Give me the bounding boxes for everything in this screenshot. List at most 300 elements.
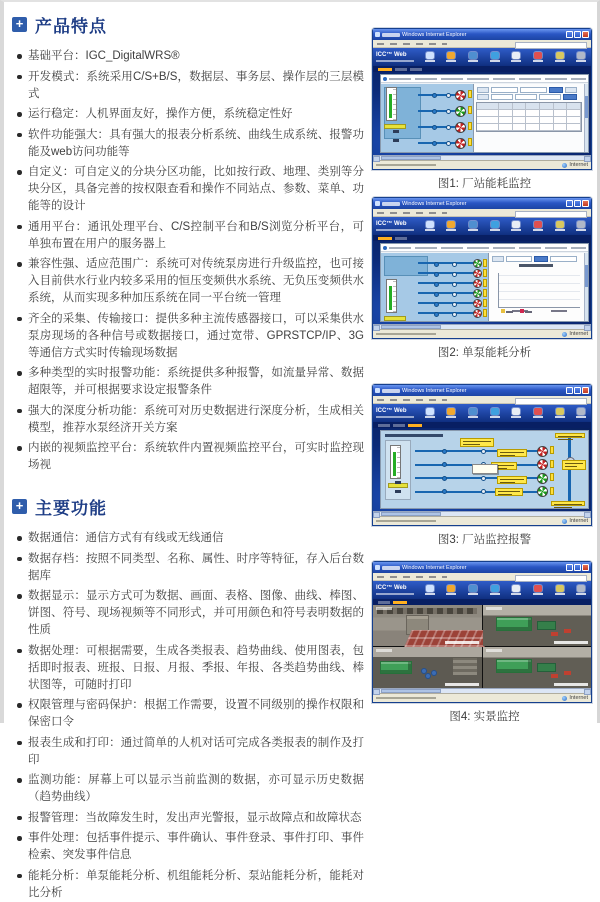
- network-globe-icon[interactable]: [488, 221, 501, 231]
- valve-icon[interactable]: [434, 272, 439, 277]
- schematic-title-bar: [385, 434, 443, 437]
- browser-content: [373, 428, 591, 511]
- table-cell: [540, 117, 554, 124]
- title-app-name: [382, 33, 400, 37]
- alarm-icon[interactable]: [532, 585, 545, 595]
- pump-schematic: [381, 84, 474, 152]
- close-button[interactable]: [582, 387, 589, 394]
- camera-label-bar: [376, 649, 392, 652]
- close-button[interactable]: [582, 200, 589, 207]
- figure1-window: [372, 28, 592, 170]
- window-title: Windows Internet Explorer: [402, 31, 467, 38]
- table-cell: [499, 124, 513, 131]
- figure4-caption: 图4: 实景监控: [449, 711, 520, 723]
- info-bar: [381, 75, 588, 83]
- figures-column: [372, 2, 597, 723]
- monitor-icon[interactable]: [466, 52, 479, 62]
- pump-green-icon[interactable]: [537, 473, 548, 484]
- blue-barrel: [425, 673, 431, 679]
- valve-icon[interactable]: [434, 262, 439, 267]
- bullet-item: 能耗分析：单泵能耗分析、机组能耗分析、泵站能耗分析，能耗对比分析: [15, 868, 364, 902]
- camera-view-pump-room-3[interactable]: [483, 647, 592, 688]
- status-bar: [373, 693, 591, 702]
- pump-red-icon[interactable]: [455, 90, 466, 101]
- pump-green-icon[interactable]: [473, 289, 482, 298]
- pump-row: [421, 486, 554, 498]
- report-page-icon[interactable]: [510, 221, 523, 231]
- energy-globe-icon[interactable]: [445, 585, 458, 595]
- bullet-item: 权限管理与密码保护：根据工作需要，设置不同级别的操作权限和保密口令: [15, 697, 364, 731]
- toolbar: [423, 408, 588, 418]
- energy-chart-pane: [489, 253, 588, 321]
- camera-label-bar: [486, 649, 502, 652]
- network-globe-icon[interactable]: [488, 52, 501, 62]
- table-cell: [540, 124, 554, 131]
- documents-icon[interactable]: [553, 52, 566, 62]
- valve-icon[interactable]: [452, 272, 457, 277]
- alarm-tooltip: [472, 464, 498, 474]
- maximize-button[interactable]: [574, 31, 581, 38]
- valve-icon[interactable]: [442, 449, 447, 454]
- date-filter-row[interactable]: [477, 87, 577, 93]
- tank-text: [395, 477, 401, 493]
- nav-tab[interactable]: [393, 424, 405, 427]
- zone-label: Internet: [569, 695, 588, 701]
- plus-icon: +: [12, 499, 27, 514]
- bullet-item: 自定义：可自定义的分块分区功能，比如按行政、地理、类别等分块分区，具备完善的按权限查看和操作不同站点、参数、菜单、功能等的设计: [15, 164, 364, 215]
- bullet-item: 报警管理：当故障发生时，发出声光警报，显示故障点和故障状态: [15, 810, 364, 827]
- window-titlebar[interactable]: [373, 385, 591, 396]
- nav-tab[interactable]: [395, 68, 407, 71]
- horizontal-scrollbar[interactable]: [373, 511, 591, 516]
- pump-row: [424, 268, 487, 278]
- bullet-item: 强大的深度分析功能：系统可对历史数据进行深度分析，生成相关模型，推荐水泵经济开关方案: [15, 403, 364, 437]
- nav-tab[interactable]: [378, 601, 390, 604]
- pump-red-icon[interactable]: [455, 138, 466, 149]
- pump-red-icon[interactable]: [537, 446, 548, 457]
- figure-2: [372, 197, 597, 358]
- tools-icon[interactable]: [575, 221, 588, 231]
- report-page-icon[interactable]: [510, 585, 523, 595]
- section-header-features: [12, 12, 366, 37]
- timestamp-bar: [554, 641, 588, 644]
- nav-tab[interactable]: [395, 237, 407, 240]
- pump-status-tag: [550, 446, 554, 454]
- pump-row: [421, 472, 554, 484]
- energy-globe-icon[interactable]: [445, 221, 458, 231]
- pump-rows: [424, 258, 487, 318]
- valve-icon[interactable]: [452, 262, 457, 267]
- section-header-functions: [12, 494, 366, 519]
- valve-icon[interactable]: [446, 93, 451, 98]
- title-app-name: [382, 202, 400, 206]
- pump-row: [424, 258, 487, 268]
- status-text-bar: [376, 333, 436, 335]
- pump-row: [424, 298, 487, 308]
- energy-globe-icon[interactable]: [445, 52, 458, 62]
- ie-favicon: [375, 32, 380, 37]
- table-cell: [477, 110, 499, 117]
- maximize-button[interactable]: [574, 564, 581, 571]
- close-button[interactable]: [582, 31, 589, 38]
- table-cell: [513, 124, 527, 131]
- bullet-item: 事件处理：包括事件提示、事件确认、事件登录、事件打印、事件检索、突发事件信息: [15, 830, 364, 864]
- control-panel-icon[interactable]: [423, 221, 436, 231]
- toolbar: [423, 221, 588, 231]
- pump-red-icon[interactable]: [537, 459, 548, 470]
- red-equipment: [564, 671, 571, 675]
- status-bar: [373, 329, 591, 338]
- valve-icon[interactable]: [446, 109, 451, 114]
- scroll-thumb[interactable]: [381, 325, 441, 329]
- horizontal-scrollbar[interactable]: [373, 324, 591, 329]
- function-list: [10, 530, 366, 902]
- valve-icon[interactable]: [452, 292, 457, 297]
- pump-red-icon[interactable]: [455, 122, 466, 133]
- bullet-item: 数据存档：按照不同类型、名称、属性、时序等特征，存入后台数据库: [15, 551, 364, 585]
- browser-content: [373, 241, 591, 324]
- title-app-name: [382, 389, 400, 393]
- menu-bar[interactable]: [373, 40, 591, 48]
- internet-zone-icon: [562, 519, 567, 524]
- zone-label: Internet: [569, 518, 588, 524]
- valve-icon[interactable]: [434, 292, 439, 297]
- valve-icon[interactable]: [452, 312, 457, 317]
- status-text-bar: [376, 697, 436, 699]
- alarm-icon[interactable]: [532, 408, 545, 418]
- table-cell: [526, 117, 540, 124]
- figure-3: [372, 384, 597, 545]
- figure2-window: [372, 197, 592, 339]
- level-fill: [389, 286, 392, 310]
- pump-status-tag: [550, 473, 554, 481]
- table-cell: [499, 103, 513, 110]
- energy-table[interactable]: [476, 102, 582, 132]
- pump-row: [424, 288, 487, 298]
- maximize-button[interactable]: [574, 200, 581, 207]
- bullet-item: 基础平台：IGC_DigitalWRS®: [15, 48, 364, 65]
- ie-favicon: [375, 388, 380, 393]
- tools-icon[interactable]: [575, 408, 588, 418]
- green-pump-unit: [496, 659, 533, 673]
- figure-4: [372, 561, 597, 722]
- pump-row: [424, 278, 487, 288]
- pump-status-tag: [550, 487, 554, 495]
- valve-icon[interactable]: [442, 489, 447, 494]
- status-bar: [373, 516, 591, 525]
- nav-active-tab[interactable]: [408, 424, 422, 427]
- legend-swatch-2: [520, 309, 524, 313]
- valve-icon[interactable]: [434, 282, 439, 287]
- camera-view-pump-room-2[interactable]: [373, 647, 482, 688]
- valve-icon[interactable]: [442, 476, 447, 481]
- green-pump-unit: [537, 663, 557, 673]
- menu-bar[interactable]: [373, 209, 591, 217]
- app-header: [373, 48, 591, 66]
- valve-icon[interactable]: [434, 312, 439, 317]
- scroll-thumb[interactable]: [381, 689, 441, 693]
- table-cell: [554, 110, 568, 117]
- status-bar: [373, 160, 591, 169]
- scroll-thumb[interactable]: [381, 512, 441, 516]
- pump-status-tag: [483, 269, 487, 277]
- browser-content: [373, 605, 591, 688]
- info-text-lines: [389, 247, 586, 249]
- table-cell: [554, 124, 568, 131]
- alarm-tag[interactable]: [495, 488, 523, 496]
- pump-status-tag: [483, 279, 487, 287]
- option-filter-row[interactable]: [477, 94, 577, 100]
- table-cell: [513, 117, 527, 124]
- pump-red-icon[interactable]: [473, 309, 482, 318]
- ie-favicon: [375, 201, 380, 206]
- horizontal-scrollbar[interactable]: [373, 155, 591, 160]
- section-title: 产品特点: [35, 17, 107, 36]
- pump-status-tag: [550, 460, 554, 468]
- bullet-item: 报表生成和打印：通过简单的人机对话可完成各类报表的制作及打印: [15, 735, 364, 769]
- scada-panel: [380, 74, 589, 153]
- window-title: Windows Internet Explorer: [402, 387, 467, 394]
- monitor-icon[interactable]: [466, 585, 479, 595]
- pump-row: [424, 121, 472, 133]
- report-page-icon[interactable]: [510, 408, 523, 418]
- pump-red-icon[interactable]: [473, 299, 482, 308]
- bullet-item: 数据处理：可根据需要，生成各类报表、趋势曲线、使用图表，包括即时报表、班报、日报、月报、季报、年报、各类趋势曲线、棒状图等，可随时打印: [15, 643, 364, 694]
- x-axis-label: [551, 310, 567, 312]
- nav-tab[interactable]: [410, 68, 422, 71]
- alarm-tag[interactable]: [551, 501, 585, 506]
- control-panel-icon[interactable]: [423, 585, 436, 595]
- plus-icon: +: [12, 17, 27, 32]
- valve-icon[interactable]: [446, 125, 451, 130]
- camera-label-bar: [376, 607, 392, 610]
- status-text-bar: [376, 164, 436, 166]
- level-fill: [393, 452, 396, 476]
- zone-label: Internet: [569, 331, 588, 337]
- alarm-schematic: [380, 430, 589, 509]
- nav-active-tab[interactable]: [393, 601, 407, 604]
- alarm-tag[interactable]: [562, 460, 586, 470]
- minimize-button[interactable]: [566, 564, 573, 571]
- toolbar: [423, 585, 588, 595]
- content-column: [4, 2, 372, 899]
- nav-active-tab[interactable]: [378, 68, 392, 71]
- title-app-name: [382, 566, 400, 570]
- bullet-item: 开发模式：系统采用C/S+B/S，数据层、事务层、操作层的三层模式: [15, 69, 364, 103]
- maximize-button[interactable]: [574, 387, 581, 394]
- minimize-button[interactable]: [566, 387, 573, 394]
- menu-bar[interactable]: [373, 396, 591, 404]
- table-cell: [567, 103, 581, 110]
- pump-row: [424, 137, 472, 149]
- valve-icon[interactable]: [432, 141, 437, 146]
- valve-icon[interactable]: [481, 489, 486, 494]
- table-cell: [526, 110, 540, 117]
- valve-icon[interactable]: [432, 93, 437, 98]
- valve-icon[interactable]: [481, 449, 486, 454]
- table-cell: [499, 110, 513, 117]
- window-buttons: [566, 200, 589, 207]
- zone-label: Internet: [569, 162, 588, 168]
- monitor-icon[interactable]: [466, 408, 479, 418]
- pump-row: [424, 308, 487, 318]
- documents-icon[interactable]: [553, 408, 566, 418]
- network-globe-icon[interactable]: [488, 585, 501, 595]
- pump-status-tag: [483, 309, 487, 317]
- camera-label-bar: [486, 607, 502, 610]
- figure4-window: [372, 561, 592, 703]
- bullet-item: 内嵌的视频监控平台：系统软件内置视频监控平台，可实时监控现场视: [15, 440, 364, 474]
- vertical-scrollbar[interactable]: [584, 84, 588, 152]
- alarm-tag[interactable]: [460, 438, 494, 447]
- control-panel-icon[interactable]: [423, 52, 436, 62]
- green-pump-unit: [380, 661, 413, 674]
- figure1-caption: 图1: 厂站能耗监控: [437, 178, 532, 190]
- level-gauge: [390, 445, 401, 479]
- level-gauge: [386, 87, 397, 121]
- app-header: [373, 581, 591, 599]
- valve-icon[interactable]: [432, 109, 437, 114]
- window-titlebar[interactable]: [373, 198, 591, 209]
- app-logo: ICC™ Web: [376, 408, 420, 418]
- toolbar: [423, 52, 588, 62]
- vertical-scrollbar[interactable]: [584, 253, 588, 321]
- table-cell: [526, 103, 540, 110]
- table-cell: [540, 103, 554, 110]
- pump-status-tag: [483, 289, 487, 297]
- red-equipment: [551, 632, 558, 636]
- pump-green-icon[interactable]: [473, 259, 482, 268]
- alarm-tag[interactable]: [497, 476, 527, 484]
- valve-icon[interactable]: [481, 476, 486, 481]
- browser-content: [373, 72, 591, 155]
- date-filter-row[interactable]: [492, 256, 577, 262]
- documents-icon[interactable]: [553, 221, 566, 231]
- valve-icon[interactable]: [432, 125, 437, 130]
- internet-zone-icon: [562, 696, 567, 701]
- window-buttons: [566, 387, 589, 394]
- table-cell: [567, 110, 581, 117]
- energy-globe-icon[interactable]: [445, 408, 458, 418]
- pump-rows: [424, 89, 472, 149]
- tools-icon[interactable]: [575, 585, 588, 595]
- pump-schematic: [381, 253, 489, 321]
- pump-status-tag: [468, 90, 472, 98]
- info-text-lines: [389, 78, 586, 80]
- horizontal-scrollbar[interactable]: [373, 688, 591, 693]
- alarm-tag[interactable]: [555, 433, 585, 438]
- bullet-item: 多种类型的实时报警功能：系统提供多种报警，如流量异常、数据超限等，并可根据要求设定报警条件: [15, 365, 364, 399]
- close-button[interactable]: [582, 564, 589, 571]
- network-globe-icon[interactable]: [488, 408, 501, 418]
- control-panels: [377, 608, 477, 615]
- window-title: Windows Internet Explorer: [402, 200, 467, 207]
- figure2-caption: 图2: 单泵能耗分析: [437, 347, 532, 359]
- green-pump-unit: [496, 617, 533, 631]
- valve-icon[interactable]: [452, 302, 457, 307]
- valve-icon[interactable]: [446, 141, 451, 146]
- camera-view-pump-room-1[interactable]: [483, 605, 592, 646]
- pump-green-icon[interactable]: [455, 106, 466, 117]
- alarm-icon[interactable]: [532, 52, 545, 62]
- figure-1: [372, 28, 597, 189]
- bullet-item: 数据通信：通信方式有有线或无线通信: [15, 530, 364, 547]
- chart-title-bar: [519, 264, 553, 267]
- table-cell: [554, 103, 568, 110]
- scroll-thumb[interactable]: [381, 156, 441, 160]
- menu-bar[interactable]: [373, 573, 591, 581]
- bullet-item: 运行稳定：人机界面友好，操作方便，系统稳定性好: [15, 106, 364, 123]
- minimize-button[interactable]: [566, 31, 573, 38]
- legend-swatch-1: [501, 309, 505, 313]
- stairs: [453, 658, 477, 674]
- level-gauge: [386, 279, 397, 313]
- energy-data-pane: [474, 84, 588, 152]
- window-titlebar[interactable]: [373, 29, 591, 40]
- timestamp-bar: [445, 641, 479, 644]
- table-cell: [567, 117, 581, 124]
- table-cell: [540, 110, 554, 117]
- patterned-floor: [404, 630, 492, 647]
- alarm-tag[interactable]: [497, 449, 527, 457]
- camera-grid: [373, 605, 591, 688]
- table-cell: [499, 117, 513, 124]
- documents-icon[interactable]: [553, 585, 566, 595]
- nav-tab[interactable]: [378, 424, 390, 427]
- timestamp-bar: [554, 683, 588, 686]
- internet-zone-icon: [562, 332, 567, 337]
- internet-zone-icon: [562, 163, 567, 168]
- bullet-item: 监测功能：屏幕上可以显示当前监测的数据，亦可显示历史数据（趋势曲线）: [15, 772, 364, 806]
- blue-barrel: [431, 670, 437, 676]
- window-title: Windows Internet Explorer: [402, 564, 467, 571]
- pump-red-icon[interactable]: [473, 279, 482, 288]
- valve-icon[interactable]: [434, 302, 439, 307]
- control-panel-icon[interactable]: [423, 408, 436, 418]
- pump-status-tag: [468, 106, 472, 114]
- info-icon: [383, 77, 387, 81]
- alarm-icon[interactable]: [532, 221, 545, 231]
- camera-view-control-room[interactable]: [373, 605, 482, 646]
- pump-green-icon[interactable]: [537, 486, 548, 497]
- valve-icon[interactable]: [452, 282, 457, 287]
- monitor-icon[interactable]: [466, 221, 479, 231]
- pump-status-tag: [483, 299, 487, 307]
- red-equipment: [564, 629, 571, 633]
- level-label: [384, 316, 406, 321]
- tank-text: [393, 126, 399, 142]
- table-cell: [477, 117, 499, 124]
- report-page-icon[interactable]: [510, 52, 523, 62]
- level-fill: [389, 94, 392, 118]
- table-cell: [554, 117, 568, 124]
- valve-icon[interactable]: [442, 462, 447, 467]
- info-bar: [381, 244, 588, 252]
- minimize-button[interactable]: [566, 200, 573, 207]
- window-titlebar[interactable]: [373, 562, 591, 573]
- ie-favicon: [375, 565, 380, 570]
- status-text-bar: [376, 520, 436, 522]
- tools-icon[interactable]: [575, 52, 588, 62]
- app-header: [373, 404, 591, 422]
- bullet-item: 兼容性强、适应范围广：系统可对传统泵房进行升级监控，也可接入目前供水行业内较多采用的恒压变频供水系统、无负压变频供水系统，从而实现多种加压系统在同一平台统一管理: [15, 256, 364, 307]
- table-cell: [477, 103, 499, 110]
- pump-red-icon[interactable]: [473, 269, 482, 278]
- timestamp-bar: [445, 683, 479, 686]
- nav-active-tab[interactable]: [378, 237, 392, 240]
- figure3-window: [372, 384, 592, 526]
- window-buttons: [566, 31, 589, 38]
